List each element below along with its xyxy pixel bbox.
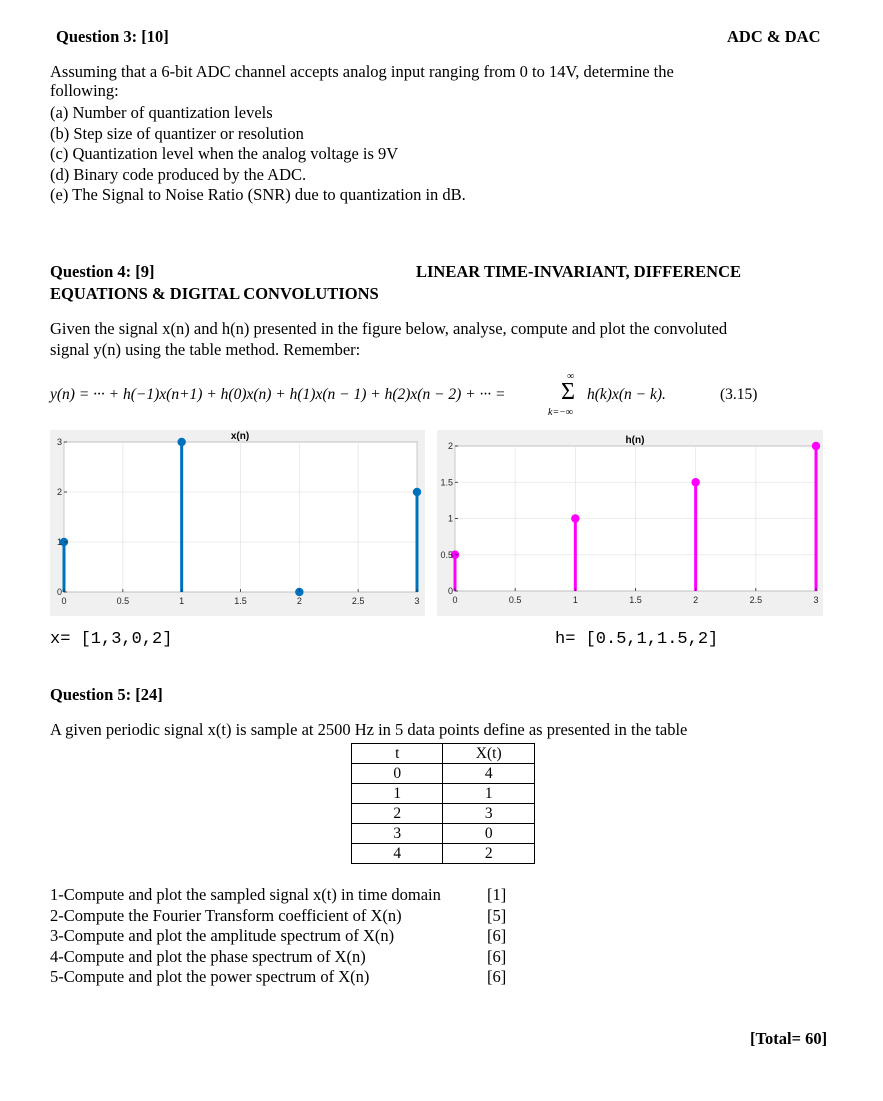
table-cell: 4 xyxy=(352,844,443,864)
y-tick-label: 1.5 xyxy=(440,477,453,488)
stem-marker xyxy=(177,438,185,446)
sample-table xyxy=(351,743,535,864)
q4-title: Question 4: [9] xyxy=(50,262,155,281)
stem-marker xyxy=(691,478,699,486)
q5-mark-list xyxy=(487,885,506,988)
q3-title: Question 3: [10] xyxy=(56,27,169,46)
y-tick-label: 0 xyxy=(447,586,453,596)
q4-text-line2: signal y(n) using the table method. Remember: xyxy=(50,340,361,359)
q3-item-e: (e) The Signal to Noise Ratio (SNR) due to quantization in dB. xyxy=(50,185,466,204)
y-tick-label: 2 xyxy=(447,441,453,451)
hn-plot-title: h(n) xyxy=(625,435,645,446)
q5-task-2: 2-Compute the Fourier Transform coefficient of X(n) xyxy=(50,905,402,925)
y-tick-label: 0.5 xyxy=(440,549,453,560)
x-tick-label: 3 xyxy=(414,596,420,606)
hn-stem-plot xyxy=(437,430,823,616)
q3-item-a: (a) Number of quantization levels xyxy=(50,103,273,122)
x-tick-label: 2 xyxy=(296,596,302,606)
table-cell: 0 xyxy=(352,764,443,784)
x-tick-label: 0.5 xyxy=(508,595,522,605)
table-cell: 0 xyxy=(443,824,535,844)
y-tick-label: 2 xyxy=(56,487,62,497)
table-row xyxy=(352,824,535,844)
q3-topic: ADC & DAC xyxy=(727,27,821,46)
stem-marker xyxy=(413,488,421,496)
q5-mark-3: [6] xyxy=(487,926,507,945)
total-marks: [Total= 60] xyxy=(750,1029,828,1048)
x-tick-label: 2 xyxy=(693,595,699,605)
q5-text: A given periodic signal x(t) is sample at 2500 Hz in 5 data points define as presented in the table xyxy=(50,720,688,739)
sum-upper-limit: ∞ xyxy=(567,371,575,382)
table-cell: 4 xyxy=(443,764,535,784)
q3-item-list xyxy=(50,103,466,206)
table-cell: 3 xyxy=(443,804,535,824)
q3-item-c: (c) Quantization level when the analog voltage is 9V xyxy=(50,144,399,163)
x-tick-label: 2.5 xyxy=(351,596,365,606)
q5-mark-2: [5] xyxy=(487,905,507,925)
q3-intro-line2: following: xyxy=(50,81,119,100)
xn-stem-plot xyxy=(50,430,425,616)
x-tick-label: 0 xyxy=(452,595,458,605)
convolution-equation: y(n) = ··· + h(−1)x(n+1) + h(0)x(n) + h(1)x(n − 1) + h(2)x(n − 2) + ··· = xyxy=(50,386,506,403)
table-cell: 2 xyxy=(352,804,443,824)
stem-marker xyxy=(571,514,579,522)
table-cell: 1 xyxy=(352,784,443,804)
table-row xyxy=(352,784,535,804)
sum-lower-limit: k=−∞ xyxy=(548,407,574,418)
sum-term: h(k)x(n − k). xyxy=(587,386,666,403)
y-tick-label: 1 xyxy=(56,537,62,547)
stem-marker xyxy=(812,442,820,450)
equation-number: (3.15) xyxy=(720,386,758,403)
q5-mark-4: [6] xyxy=(487,946,507,966)
y-tick-label: 0 xyxy=(56,587,62,597)
x-tick-label: 2.5 xyxy=(749,595,763,605)
table-row xyxy=(352,804,535,824)
q5-mark-5: [6] xyxy=(487,967,507,986)
x-tick-label: 3 xyxy=(813,595,819,605)
table-header-xt: X(t) xyxy=(443,744,535,764)
xn-plot-svg xyxy=(50,430,425,616)
q5-task-list xyxy=(50,885,441,988)
q5-task-3: 3-Compute and plot the amplitude spectrum of X(n) xyxy=(50,926,395,945)
table-row xyxy=(352,844,535,864)
x-tick-label: 1.5 xyxy=(629,595,642,605)
table-cell: 1 xyxy=(443,784,535,804)
q4-text-line1: Given the signal x(n) and h(n) presented in the figure below, analyse, compute and plot the convoluted xyxy=(50,319,728,338)
h-array-label: h= [0.5,1,1.5,2] xyxy=(555,630,719,649)
table-header-row xyxy=(352,744,535,764)
x-tick-label: 1 xyxy=(179,596,185,606)
x-array-label: x= [1,3,0,2] xyxy=(50,630,173,649)
q5-title: Question 5: [24] xyxy=(50,685,163,704)
q5-task-1: 1-Compute and plot the sampled signal x(t) in time domain xyxy=(50,885,441,904)
x-tick-label: 1 xyxy=(572,595,578,605)
q5-task-5: 5-Compute and plot the power spectrum of X(n) xyxy=(50,967,370,986)
x-tick-label: 0 xyxy=(61,596,67,606)
q4-topic-line2: EQUATIONS & DIGITAL CONVOLUTIONS xyxy=(50,284,379,303)
q3-item-d: (d) Binary code produced by the ADC. xyxy=(50,164,307,184)
table-cell: 3 xyxy=(352,824,443,844)
y-tick-label: 1 xyxy=(447,513,453,524)
table-row xyxy=(352,764,535,784)
x-tick-label: 1.5 xyxy=(234,596,247,606)
q3-intro-line1: Assuming that a 6-bit ADC channel accepts analog input ranging from 0 to 14V, determine the xyxy=(50,62,674,81)
hn-plot-svg xyxy=(437,430,823,616)
table-cell: 2 xyxy=(443,844,535,864)
q5-task-4: 4-Compute and plot the phase spectrum of X(n) xyxy=(50,946,366,966)
q3-item-b: (b) Step size of quantizer or resolution xyxy=(50,123,304,143)
q4-topic-line1: LINEAR TIME-INVARIANT, DIFFERENCE xyxy=(416,262,742,281)
x-tick-label: 0.5 xyxy=(116,596,130,606)
q5-mark-1: [1] xyxy=(487,885,507,904)
table-header-t: t xyxy=(352,744,443,764)
xn-plot-title: x(n) xyxy=(230,431,250,442)
y-tick-label: 3 xyxy=(56,437,62,447)
sum-symbol: Σ xyxy=(561,379,575,405)
